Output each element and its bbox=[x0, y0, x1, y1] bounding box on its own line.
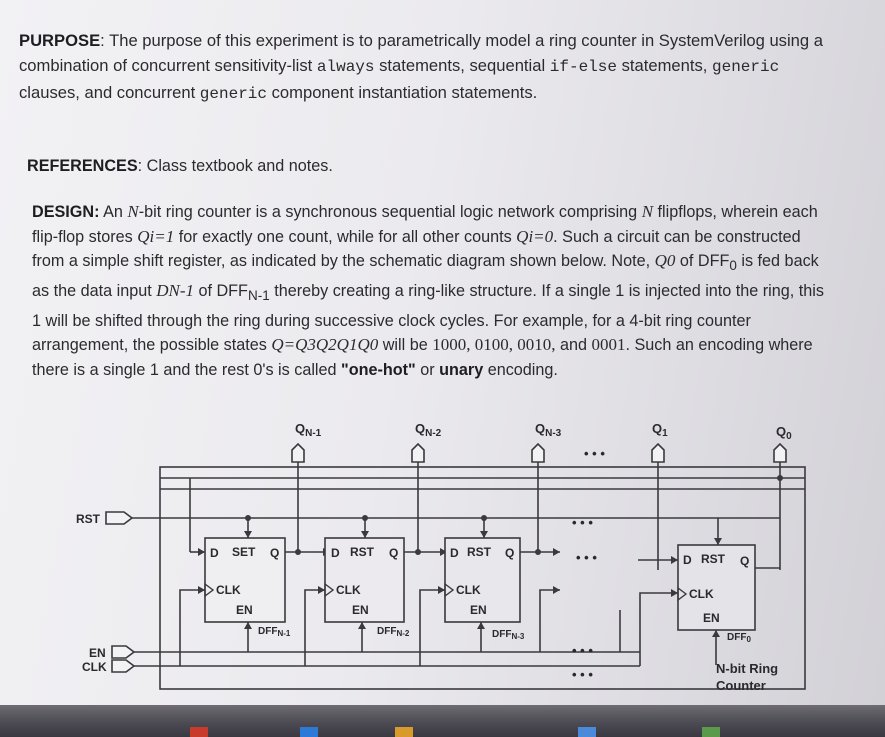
purpose-label: PURPOSE bbox=[19, 31, 101, 50]
code-keyword: generic bbox=[199, 85, 268, 103]
svg-text:CLK: CLK bbox=[456, 583, 481, 597]
svg-text:Q: Q bbox=[740, 554, 750, 568]
design-text: . Such a circuit can be constructed from a simple shift register, as indicated by the schematic diagram shown below. Note, bbox=[32, 227, 801, 271]
dff-label: $DFF_{N-2}$ bbox=[377, 626, 410, 638]
code-keyword: if-else bbox=[549, 58, 617, 76]
dff-0 bbox=[678, 545, 755, 644]
math-var: Q0 bbox=[654, 251, 676, 271]
ellipsis: • • • bbox=[572, 667, 593, 682]
clk-pin bbox=[112, 660, 134, 672]
schematic-caption-line1: N-bit Ring bbox=[716, 661, 779, 676]
schematic-caption-line2: Counter bbox=[716, 678, 766, 693]
svg-text:RST: RST bbox=[701, 552, 725, 566]
dff-n-3 bbox=[445, 538, 525, 641]
input-pins bbox=[106, 512, 134, 672]
taskbar-icon bbox=[190, 727, 208, 737]
svg-text:RST: RST bbox=[350, 545, 374, 559]
state-value: 0001 bbox=[591, 335, 626, 355]
svg-text:D: D bbox=[210, 546, 219, 560]
output-label-qn3: $Q_{N-3}$ bbox=[535, 421, 562, 439]
output-pin bbox=[774, 444, 786, 462]
design-text: will be bbox=[378, 336, 433, 355]
subscript: N-1 bbox=[247, 288, 270, 304]
output-label-qn2: $Q_{N-2}$ bbox=[415, 421, 442, 439]
taskbar-icon bbox=[578, 727, 596, 737]
purpose-text: statements, sequential bbox=[374, 56, 550, 75]
svg-text:EN: EN bbox=[352, 603, 369, 617]
svg-text:Q: Q bbox=[389, 546, 399, 560]
design-text: flipflops, wherein each flip-flop stores bbox=[32, 203, 818, 246]
svg-text:EN: EN bbox=[470, 603, 487, 617]
output-pin bbox=[532, 444, 544, 462]
en-input-label: EN bbox=[89, 646, 106, 660]
dff-label: $DFF_{N-3}$ bbox=[492, 629, 525, 641]
ellipsis: • • • bbox=[572, 643, 593, 658]
taskbar-icon bbox=[395, 727, 413, 737]
purpose-text: component instantiation statements. bbox=[267, 83, 538, 102]
svg-text:Q: Q bbox=[270, 546, 280, 560]
design-text: is fed back as the data input bbox=[32, 252, 819, 301]
rst-input-label: RST bbox=[76, 512, 100, 526]
design-text: thereby creating a ring-like structure. If a single 1 is injected into the ring, this 1 will be shifted through the ring during successive clock cycles. For example, for a 4-bit ring counter arrangement, the possible states bbox=[32, 282, 824, 355]
clk-input-label: CLK bbox=[82, 660, 107, 674]
output-pin bbox=[292, 444, 304, 462]
output-pins bbox=[292, 444, 786, 462]
design-label: DESIGN: bbox=[32, 203, 100, 221]
code-keyword: generic bbox=[711, 58, 780, 76]
svg-text:Q: Q bbox=[505, 546, 515, 560]
svg-text:EN: EN bbox=[703, 611, 720, 625]
svg-text:D: D bbox=[331, 546, 340, 560]
ellipsis: • • • bbox=[572, 515, 593, 530]
design-text: for exactly one count, while for all other counts bbox=[174, 227, 517, 246]
svg-text:EN: EN bbox=[236, 603, 253, 617]
taskbar-edge bbox=[0, 705, 885, 737]
dff-label: $DFF_{N-1}$ bbox=[258, 626, 291, 638]
purpose-text: : The purpose of this experiment is to parametrically model a ring counter in SystemVerilog using a combination of concurrent sensitivity-list bbox=[19, 31, 823, 75]
taskbar-icon bbox=[300, 727, 318, 737]
design-text: An bbox=[99, 203, 128, 221]
rst-pin bbox=[106, 512, 132, 524]
math-var: DN-1 bbox=[156, 281, 194, 301]
output-pin bbox=[652, 444, 664, 462]
design-text: of DFF bbox=[193, 282, 248, 301]
bold-term: "one-hot" bbox=[341, 361, 416, 380]
math-expr: Q=Q3Q2Q1Q0 bbox=[271, 335, 379, 355]
math-var: N bbox=[641, 202, 654, 221]
output-label-q1: $Q_1$ bbox=[652, 421, 668, 439]
taskbar-icon bbox=[702, 727, 720, 737]
design-text: or bbox=[415, 361, 440, 380]
svg-text:CLK: CLK bbox=[689, 587, 714, 601]
design-text: and bbox=[555, 336, 592, 355]
subscript: 0 bbox=[729, 258, 737, 274]
math-var: N bbox=[127, 202, 139, 221]
ellipsis: • • • bbox=[584, 446, 605, 461]
design-text: . Such an encoding where there is a single 1 and the rest 0's is called bbox=[32, 336, 813, 380]
references-label: REFERENCES bbox=[27, 157, 138, 175]
references-text: : Class textbook and notes. bbox=[137, 157, 333, 175]
dff-label: $DFF_0$ bbox=[727, 632, 751, 644]
dff-n-2 bbox=[325, 538, 410, 638]
ellipsis: • • • bbox=[576, 550, 597, 565]
design-text: -bit ring counter is a synchronous sequential logic network comprising bbox=[138, 203, 642, 221]
math-expr: Qi=0 bbox=[516, 226, 554, 246]
bold-term: unary bbox=[439, 361, 484, 380]
svg-text:CLK: CLK bbox=[336, 583, 361, 597]
output-label-qn1: $Q_{N-1}$ bbox=[295, 421, 322, 439]
svg-text:CLK: CLK bbox=[216, 583, 241, 597]
svg-text:RST: RST bbox=[467, 545, 491, 559]
state-values: 1000, 0100, 0010, bbox=[432, 335, 556, 355]
output-label-q0: $Q_0$ bbox=[776, 424, 792, 442]
design-text: of DFF bbox=[675, 252, 730, 271]
purpose-text: statements, bbox=[616, 56, 712, 75]
math-expr: Qi=1 bbox=[137, 226, 175, 246]
purpose-text: clauses, and concurrent bbox=[19, 83, 200, 102]
svg-text:D: D bbox=[683, 553, 692, 567]
svg-text:D: D bbox=[450, 546, 459, 560]
code-keyword: always bbox=[316, 58, 375, 76]
output-pin bbox=[412, 444, 424, 462]
design-text: encoding. bbox=[483, 361, 558, 380]
svg-text:SET: SET bbox=[232, 545, 256, 559]
en-pin bbox=[112, 646, 134, 658]
